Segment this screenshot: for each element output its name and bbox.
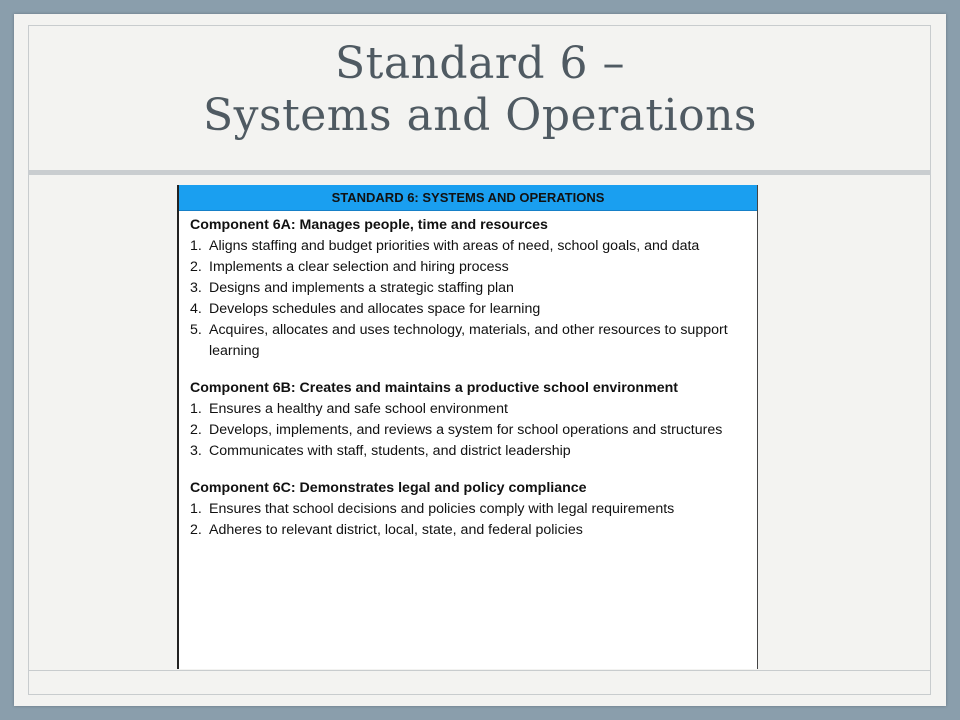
- list-item: [190, 520, 741, 541]
- component-6c: [190, 478, 741, 541]
- item-text: Implements a clear selection and hiring process: [209, 259, 509, 275]
- item-number: 1.: [190, 238, 202, 254]
- list-item: [190, 236, 741, 257]
- list-item: [190, 420, 741, 441]
- item-number: 1.: [190, 501, 202, 517]
- bottom-divider: [28, 670, 931, 671]
- item-text: Ensures that school decisions and policies comply with legal requirements: [209, 501, 675, 517]
- slide-title-line-1: Standard 6 –: [335, 38, 625, 89]
- item-number: 3.: [190, 280, 202, 296]
- item-number: 4.: [190, 301, 202, 317]
- standard-header: STANDARD 6: SYSTEMS AND OPERATIONS: [179, 185, 757, 211]
- item-number: 5.: [190, 322, 202, 338]
- item-number: 3.: [190, 443, 202, 459]
- component-heading: Component 6A: Manages people, time and resources: [190, 217, 548, 233]
- title-divider: [28, 170, 931, 175]
- item-text: Develops, implements, and reviews a system for school operations and structures: [209, 422, 723, 438]
- list-item: [190, 320, 741, 362]
- slide-title-line-2: Systems and Operations: [202, 90, 758, 141]
- list-item: [190, 399, 741, 420]
- list-item: [190, 257, 741, 278]
- item-text: Aligns staffing and budget priorities with areas of need, school goals, and data: [209, 238, 700, 254]
- component-heading: Component 6C: Demonstrates legal and policy compliance: [190, 480, 587, 496]
- item-text: Acquires, allocates and uses technology, materials, and other resources to support learning: [209, 322, 728, 359]
- item-number: 2.: [190, 259, 202, 275]
- component-6b: [190, 378, 741, 462]
- standard-body: [179, 211, 757, 541]
- component-6a: [190, 215, 741, 362]
- list-item: [190, 499, 741, 520]
- list-item: [190, 441, 741, 462]
- item-number: 2.: [190, 522, 202, 538]
- slide: [14, 14, 946, 706]
- standard-table: [177, 185, 758, 669]
- item-number: 2.: [190, 422, 202, 438]
- item-text: Designs and implements a strategic staffing plan: [209, 280, 514, 296]
- slide-title: [14, 38, 946, 142]
- item-text: Develops schedules and allocates space for learning: [209, 301, 541, 317]
- item-number: 1.: [190, 401, 202, 417]
- component-heading: Component 6B: Creates and maintains a productive school environment: [190, 380, 678, 396]
- item-text: Adheres to relevant district, local, state, and federal policies: [209, 522, 583, 538]
- list-item: [190, 299, 741, 320]
- item-text: Ensures a healthy and safe school environment: [209, 401, 508, 417]
- list-item: [190, 278, 741, 299]
- item-text: Communicates with staff, students, and district leadership: [209, 443, 571, 459]
